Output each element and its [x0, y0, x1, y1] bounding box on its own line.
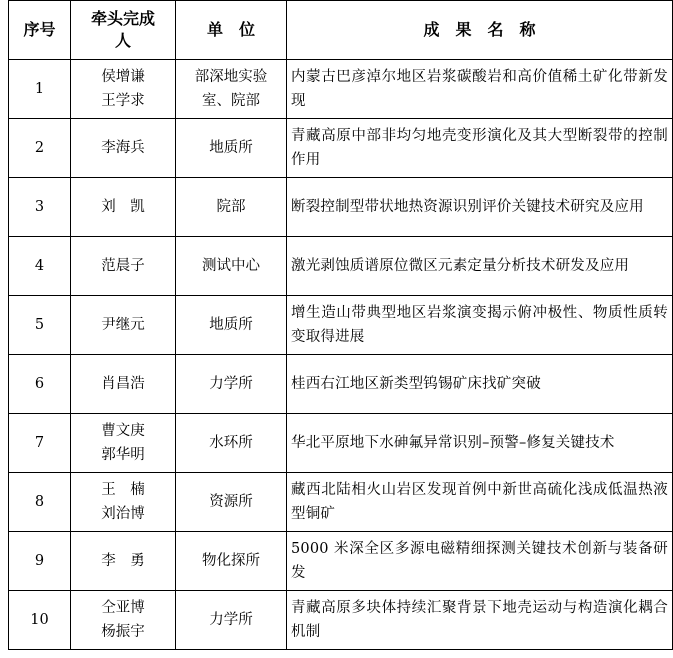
row-number: 8: [9, 473, 71, 532]
row-unit: [176, 414, 287, 473]
unit-name: 力学所: [209, 612, 253, 628]
row-title: 增生造山带典型地区岩浆演变揭示俯冲极性、物质性质转变取得进展: [287, 296, 673, 355]
row-number: 2: [9, 119, 71, 178]
header-num: 序号: [9, 1, 71, 60]
leader-name: 杨振宇: [101, 624, 145, 640]
table-row: [9, 296, 673, 355]
unit-name: 室、院部: [202, 93, 260, 109]
row-leader: [71, 60, 176, 119]
row-leader: [71, 237, 176, 296]
row-title: 桂西右江地区新类型钨锡矿床找矿突破: [287, 355, 673, 414]
row-title: 藏西北陆相火山岩区发现首例中新世高硫化浅成低温热液型铜矿: [287, 473, 673, 532]
row-leader: [71, 296, 176, 355]
row-title: 青藏高原多块体持续汇聚背景下地壳运动与构造演化耦合机制: [287, 591, 673, 650]
row-number: 9: [9, 532, 71, 591]
leader-name: 刘 凯: [101, 199, 145, 215]
leader-name: 曹文庚: [101, 423, 145, 439]
leader-name: 肖昌浩: [101, 376, 145, 392]
leader-name: 仝亚博: [101, 600, 145, 616]
header-leader: 牵头完成人: [71, 1, 176, 60]
table-row: [9, 60, 673, 119]
row-title: 5000 米深全区多源电磁精细探测关键技术创新与装备研发: [287, 532, 673, 591]
row-title: 青藏高原中部非均匀地壳变形演化及其大型断裂带的控制作用: [287, 119, 673, 178]
row-number: 7: [9, 414, 71, 473]
unit-name: 院部: [216, 199, 246, 215]
header-unit: 单 位: [176, 1, 287, 60]
unit-name: 水环所: [209, 435, 253, 451]
row-number: 4: [9, 237, 71, 296]
row-unit: [176, 296, 287, 355]
leader-name: 刘治博: [101, 506, 145, 522]
row-number: 5: [9, 296, 71, 355]
table-row: [9, 237, 673, 296]
table-body: [9, 60, 673, 650]
row-leader: [71, 119, 176, 178]
row-unit: [176, 355, 287, 414]
header-title: 成 果 名 称: [287, 1, 673, 60]
unit-name: 测试中心: [202, 258, 260, 274]
row-leader: [71, 532, 176, 591]
table-row: [9, 414, 673, 473]
leader-name: 郭华明: [101, 447, 145, 463]
unit-name: 部深地实验: [194, 69, 268, 85]
table-row: [9, 473, 673, 532]
unit-name: 资源所: [209, 494, 253, 510]
row-leader: [71, 414, 176, 473]
row-number: 3: [9, 178, 71, 237]
row-leader: [71, 591, 176, 650]
header-row: [9, 1, 673, 60]
unit-name: 物化探所: [202, 553, 260, 569]
unit-name: 地质所: [209, 140, 253, 156]
row-number: 1: [9, 60, 71, 119]
leader-name: 王学求: [101, 93, 145, 109]
row-number: 10: [9, 591, 71, 650]
row-unit: [176, 591, 287, 650]
row-unit: [176, 237, 287, 296]
leader-name: 尹继元: [101, 317, 145, 333]
row-unit: [176, 473, 287, 532]
table-row: [9, 591, 673, 650]
row-title: 内蒙古巴彦淖尔地区岩浆碳酸岩和高价值稀土矿化带新发现: [287, 60, 673, 119]
table-row: [9, 355, 673, 414]
row-unit: [176, 532, 287, 591]
row-title: 激光剥蚀质谱原位微区元素定量分析技术研发及应用: [287, 237, 673, 296]
leader-name: 李 勇: [101, 553, 145, 569]
leader-name: 侯增谦: [101, 69, 145, 85]
leader-name: 范晨子: [101, 258, 145, 274]
table-header: [9, 1, 673, 60]
row-title: 断裂控制型带状地热资源识别评价关键技术研究及应用: [287, 178, 673, 237]
results-table: [8, 0, 673, 650]
row-title: 华北平原地下水砷氟异常识别–预警–修复关键技术: [287, 414, 673, 473]
row-leader: [71, 473, 176, 532]
row-unit: [176, 60, 287, 119]
row-number: 6: [9, 355, 71, 414]
unit-name: 地质所: [209, 317, 253, 333]
row-leader: [71, 178, 176, 237]
leader-name: 王 楠: [101, 482, 145, 498]
row-leader: [71, 355, 176, 414]
leader-name: 李海兵: [101, 140, 145, 156]
table-row: [9, 119, 673, 178]
row-unit: [176, 119, 287, 178]
row-unit: [176, 178, 287, 237]
table-row: [9, 178, 673, 237]
table-row: [9, 532, 673, 591]
unit-name: 力学所: [209, 376, 253, 392]
